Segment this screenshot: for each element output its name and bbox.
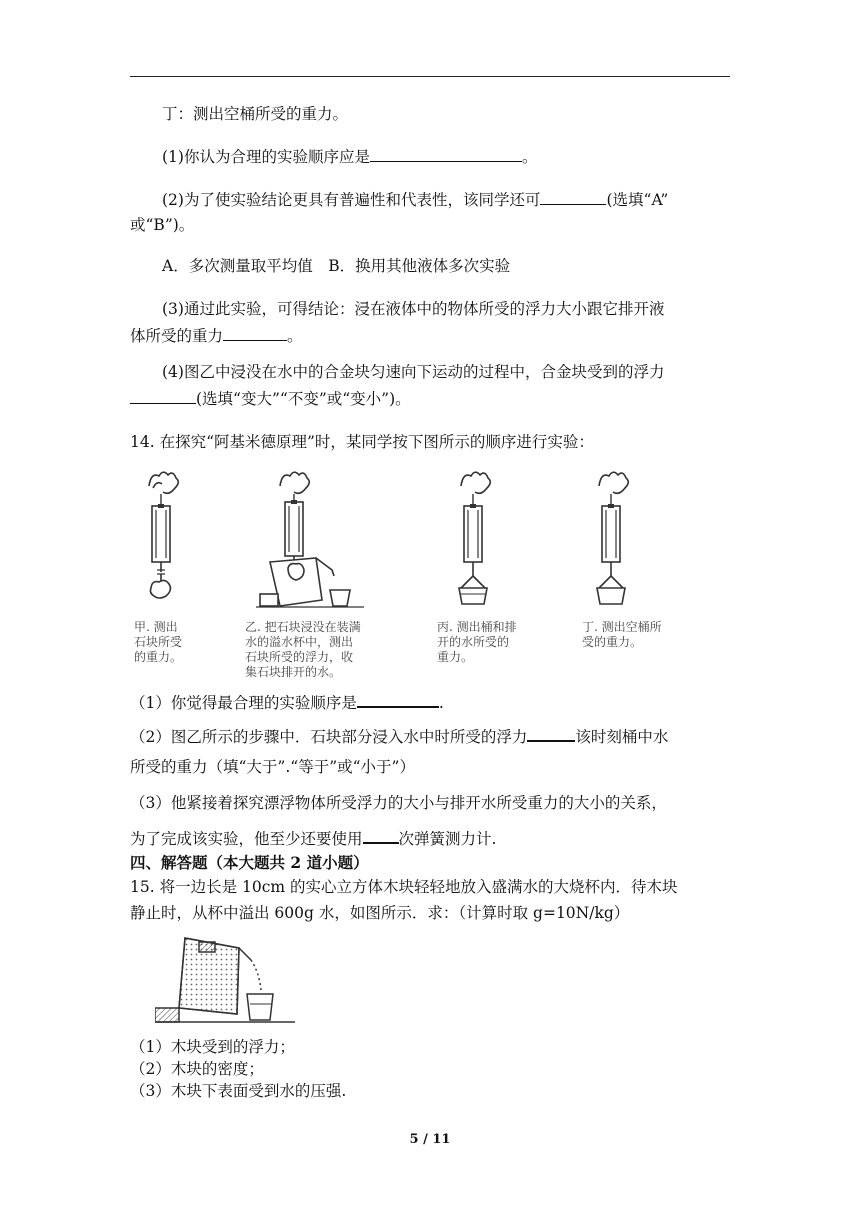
beaker-overflow-figure — [155, 928, 300, 1028]
q14-part2-end: 该时刻桶中水 — [575, 728, 669, 746]
answer-blank — [363, 827, 399, 844]
answer-blank — [357, 691, 439, 708]
figure-caption-bing: 丙. 测出桶和排 开的水所受的 重力。 — [437, 620, 517, 664]
q15-sub3: （3）木块下表面受到水的压强. — [130, 1082, 347, 1100]
figure-caption-jia: 甲. 测出 石块所受 的重力。 — [134, 620, 183, 664]
q13-part2-end: (选填“A” — [606, 191, 669, 209]
q13-part4-line1: (4)图乙中浸没在水中的合金块匀速向下运动的过程中，合金块受到的浮力 — [162, 363, 665, 381]
answer-blank — [540, 189, 606, 205]
q14-part1 — [130, 691, 730, 713]
q14-stem: 14. 在探究“阿基米德原理”时，某同学按下图所示的顺序进行实验： — [130, 433, 594, 451]
q13-part3-end: 。 — [287, 327, 303, 345]
section-heading: 四、解答题（本大题共 2 道小题） — [130, 853, 369, 872]
q14-part2-line1 — [130, 725, 730, 747]
q15-sub1: （1）木块受到的浮力； — [130, 1038, 295, 1056]
q13-step-ding: 丁：测出空桶所受的重力。 — [162, 105, 349, 123]
q15-line1: 15. 将一边长是 10cm 的实心立方体木块轻轻地放入盛满水的大烧杯内．待木块 — [130, 878, 678, 896]
spring-scale-figure-ding — [585, 466, 645, 606]
q15-sub2: （2）木块的密度； — [130, 1060, 264, 1078]
q14-part1-text: （1）你觉得最合理的实验顺序是 — [130, 694, 357, 712]
answer-blank — [370, 146, 522, 162]
q14-part2-text: （2）图乙所示的步骤中．石块部分浸入水中时所受的浮力 — [130, 728, 528, 746]
q13-options: A．多次测量取平均值 B．换用其他液体多次实验 — [162, 257, 511, 275]
q13-part4-text: (选填“变大”“不变”或“变小”)。 — [196, 390, 411, 408]
figure-caption-ding: 丁. 测出空桶所 受的重力。 — [582, 620, 662, 649]
q13-part3-line1: (3)通过此实验，可得结论：浸在液体中的物体所受的浮力大小跟它排开液 — [162, 300, 665, 318]
q13-part3-line2 — [130, 325, 730, 346]
spring-scale-figure-jia — [135, 466, 195, 606]
q13-part2-line1 — [162, 189, 730, 210]
overflow-cup-figure-yi — [254, 466, 374, 616]
page-number: 5 / 11 — [409, 1132, 451, 1147]
q14-part3-line1: （3）他紧接着探究漂浮物体所受浮力的大小与排开水所受重力的大小的关系， — [130, 794, 667, 812]
q13-part1-end: 。 — [521, 148, 538, 166]
q13-part3-text: 体所受的重力 — [130, 327, 224, 345]
q15-line2: 静止时，从杯中溢出 600g 水，如图所示．求：（计算时取 g=10N/kg） — [130, 904, 630, 922]
q14-part2-line2: 所受的重力（填“大于”.“等于”或“小于”） — [130, 758, 415, 776]
q13-part1-text: (1)你认为合理的实验顺序应是 — [162, 148, 370, 166]
answer-blank — [527, 725, 575, 742]
q13-part1 — [162, 146, 730, 167]
q14-part3-text: 为了完成该实验，他至少还要使用 — [130, 830, 363, 848]
q13-part2-text: (2)为了使实验结论更具有普遍性和代表性，该同学还可 — [162, 191, 541, 209]
q14-part1-end: . — [438, 694, 444, 712]
figure-caption-yi: 乙. 把石块浸没在装满 水的溢水杯中，测出 石块所受的浮力，收 集石块排开的水。 — [245, 620, 361, 679]
q13-part4-line2 — [130, 388, 730, 409]
answer-blank — [223, 325, 287, 341]
q14-part3-end: 次弹簧测力计. — [398, 830, 497, 848]
q14-part3-line2 — [130, 827, 730, 849]
header-rule — [130, 76, 730, 77]
answer-blank — [130, 388, 196, 404]
spring-scale-figure-bing — [447, 466, 507, 606]
q13-part2-line2: 或“B”)。 — [130, 216, 195, 234]
